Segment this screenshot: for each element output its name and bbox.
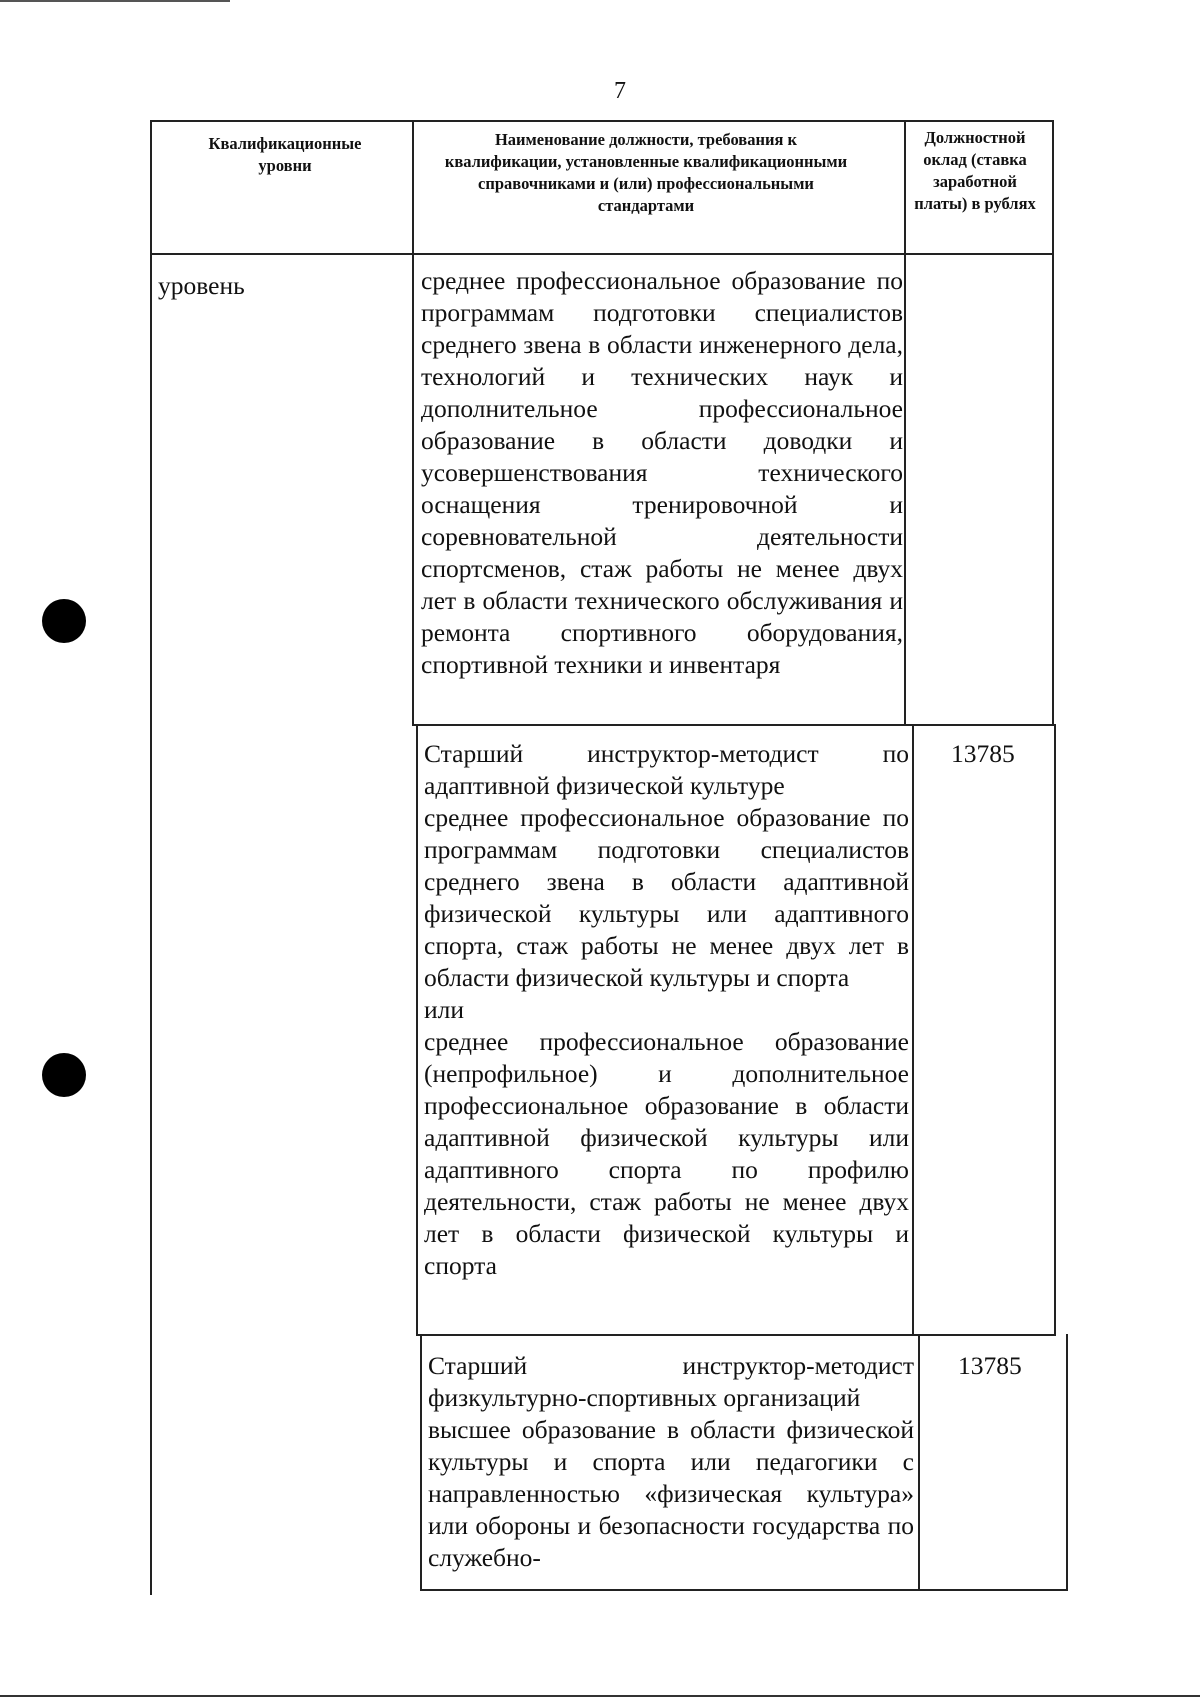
col-divider-1-middle [416,724,418,1336]
row-divider-3 [422,1589,1068,1591]
header-qualification-levels: Квалификационные уровни [208,134,362,175]
scan-edge-top [0,0,230,2]
table-border-right-lower [1066,1334,1068,1591]
col-divider-1-upper [412,120,414,726]
row3-salary: 13785 [958,1351,1022,1380]
row-divider-1 [414,724,1052,726]
row1-requirements-text: среднее профессиональное образование по программам подготовки специалистов среднего звена в области инженерного дела, технологий и технических наук и дополнительное профессиональное образование в области доводки и усовершенствования технического оснащения тренировочной и соревновательной деятельности спортсменов, стаж работы не менее двух лет в области технического обслуживания и ремонта спортивного оборудования, спортивной техники и инвентаря [421,266,903,679]
row-divider-2 [418,1334,1056,1336]
table-border-right-middle [1054,724,1056,1336]
col-divider-2-upper [904,120,906,726]
header-bottom-border [150,253,1054,255]
row3-requirement-1: высшее образование в области физической культуры и спорта или педагогики с направленностью «физическая культура» или обороны и безопасности государства по служебно- [428,1415,914,1572]
row2-requirement-2: среднее профессиональное образование (непрофильное) и дополнительное профессиональное образование в области адаптивной физической культуры или адаптивного спорта по профилю деятельности, стаж работы не менее двух лет в области физической культуры и спорта [424,1027,909,1280]
col-divider-1-lower [420,1334,422,1591]
row2-position-title: Старший инструктор-методист по адаптивной физической культуре [424,739,909,800]
table-border-top [150,120,1054,122]
table-border-left [150,120,152,1595]
row1-level: уровень [158,271,245,300]
row2-content [424,738,909,1282]
row2-or: или [424,995,465,1024]
punch-hole-bottom [42,1053,86,1097]
col-divider-2-lower [918,1334,920,1591]
scan-edge-bottom [0,1695,1200,1697]
page-number: 7 [614,78,626,104]
row1-requirements [421,265,903,681]
table-border-right-upper [1052,120,1054,726]
row3-content [428,1350,914,1574]
header-salary: Должностной оклад (ставка заработной платы) в рублях [914,128,1036,213]
row2-salary: 13785 [951,739,1015,768]
punch-hole-top [42,599,86,643]
row3-position-title: Старший инструктор-методист физкультурно-спортивных организаций [428,1351,914,1412]
col-divider-2-middle [912,724,914,1336]
row2-requirement-1: среднее профессиональное образование по программам подготовки специалистов среднего звена в области адаптивной физической культуры или адаптивного спорта, стаж работы не менее двух лет в области физической культуры и спорта [424,803,909,992]
header-position-requirements: Наименование должности, требования к квалификации, установленные квалификационными справочниками и (или) профессиональными стандартами [444,130,848,215]
